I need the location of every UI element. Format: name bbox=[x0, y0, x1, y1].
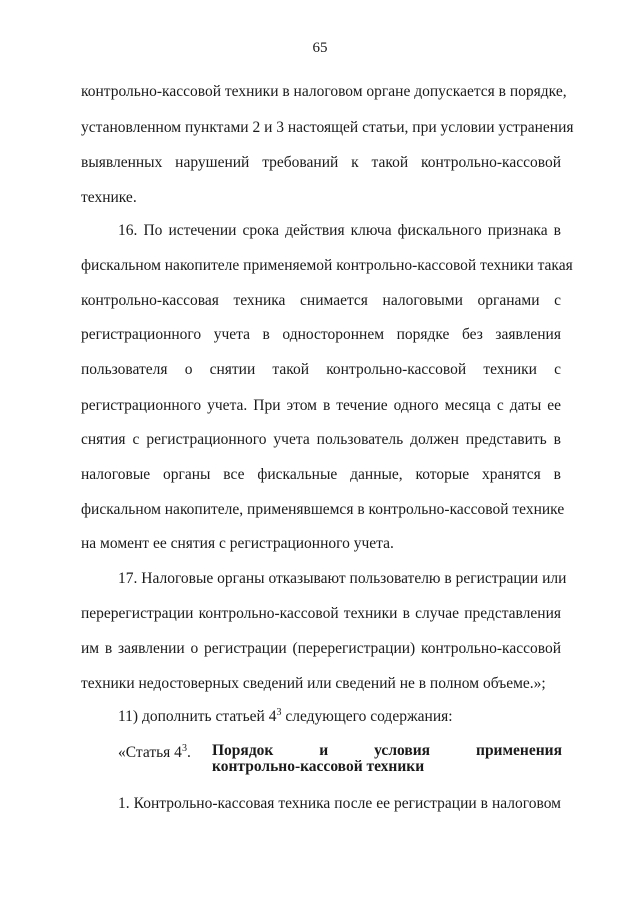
text-line: фискальном накопителе, применявшемся в контрольно-кассовой технике bbox=[81, 501, 565, 518]
text-line: перерегистрации контрольно-кассовой техники в случае представления bbox=[81, 605, 561, 622]
paragraph-1-first-line: 1. Контрольно-кассовая техника после ее регистрации в налоговом bbox=[118, 795, 561, 812]
superscript: 3 bbox=[181, 743, 187, 754]
article-title-line-1: Порядок и условия применения bbox=[212, 742, 562, 759]
text-line: снятия с регистрационного учета пользователь должен представить в bbox=[81, 431, 561, 448]
paragraph-16-first-line: 16. По истечении срока действия ключа фискального признака в bbox=[118, 222, 561, 239]
text-line: выявленных нарушений требований к такой контрольно-кассовой bbox=[81, 154, 561, 171]
text-line: установленном пунктами 2 и 3 настоящей статьи, при условии устранения bbox=[81, 119, 574, 136]
text-line: пользователя о снятии такой контрольно-кассовой техники с bbox=[81, 361, 561, 378]
text-line: фискальном накопителе применяемой контрольно-кассовой техники такая bbox=[81, 257, 573, 274]
amendment-line: 11) дополнить статьей $4^3$ следующего содержания: bbox=[118, 707, 453, 725]
article-title-line-2: контрольно-кассовой техники bbox=[212, 758, 425, 775]
text-line: технике. bbox=[81, 189, 137, 206]
superscript: 3 bbox=[276, 707, 282, 718]
text-line: им в заявлении о регистрации (перерегистрации) контрольно-кассовой bbox=[81, 640, 561, 657]
text-line: техники недостоверных сведений или сведений не в полном объеме.»; bbox=[81, 675, 546, 692]
text-line: регистрационного учета. При этом в течение одного месяца с даты ее bbox=[81, 397, 561, 414]
page-number: 65 bbox=[312, 40, 328, 56]
article-label: «Статья $4^3$. bbox=[118, 743, 191, 761]
text-line: на момент ее снятия с регистрационного учета. bbox=[81, 535, 394, 552]
text-line: контрольно-кассовая техника снимается налоговыми органами с bbox=[81, 292, 561, 309]
text-line: контрольно-кассовой техники в налоговом органе допускается в порядке, bbox=[81, 83, 567, 100]
paragraph-17-first-line: 17. Налоговые органы отказывают пользователю в регистрации или bbox=[118, 570, 567, 587]
text-line: регистрационного учета в одностороннем порядке без заявления bbox=[81, 326, 561, 343]
text-line: налоговые органы все фискальные данные, которые хранятся в bbox=[81, 466, 561, 483]
